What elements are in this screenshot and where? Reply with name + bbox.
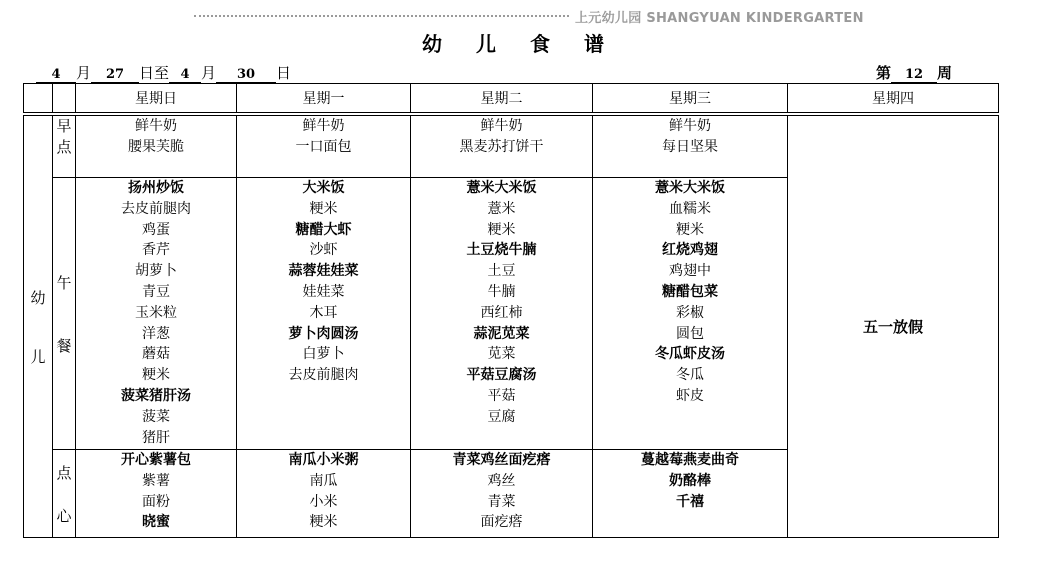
ingredient: 薏米 xyxy=(487,200,516,217)
start-month: 4 xyxy=(36,67,76,84)
ingredient: 粳米 xyxy=(487,221,516,238)
ingredient: 鸡翅中 xyxy=(669,263,711,280)
ingredient: 平菇 xyxy=(487,387,516,404)
weekday-header: 星期三 xyxy=(593,84,788,113)
weekday-header-row xyxy=(24,84,999,113)
ingredient: 鸡蛋 xyxy=(142,221,170,238)
dotted-divider xyxy=(194,15,569,17)
menu-cell xyxy=(76,178,237,450)
dish-name: 薏米大米饭 xyxy=(655,180,725,196)
meal-label-char: 早 xyxy=(56,117,72,135)
dish-name: 扬州炒饭 xyxy=(128,180,184,196)
menu-cell xyxy=(411,178,593,450)
ingredient: 沙虾 xyxy=(309,242,338,259)
menu-cell xyxy=(237,178,411,450)
menu-cell xyxy=(237,450,411,538)
end-month: 4 xyxy=(169,67,201,84)
ingredient: 苋菜 xyxy=(487,346,516,363)
ingredient: 一口面包 xyxy=(295,138,352,155)
ingredient: 虾皮 xyxy=(676,387,704,404)
group-label-char: 幼 xyxy=(30,288,46,307)
ingredient: 牛腩 xyxy=(487,283,516,300)
menu-cell xyxy=(411,450,593,538)
ingredient: 娃娃菜 xyxy=(302,283,345,300)
ingredient: 玉米粒 xyxy=(135,304,177,321)
group-label-char: 儿 xyxy=(30,347,46,366)
ingredient: 白萝卜 xyxy=(302,346,345,363)
dish-name: 萝卜肉圆汤 xyxy=(288,325,359,342)
weekday-header: 星期一 xyxy=(237,84,411,113)
dish-name: 开心紫薯包 xyxy=(121,452,191,468)
menu-cell xyxy=(411,116,593,178)
weekday-header: 星期四 xyxy=(788,84,999,113)
dish-name: 大米饭 xyxy=(302,180,345,196)
meal-label xyxy=(53,178,76,450)
dish-name: 蔓越莓燕麦曲奇 xyxy=(641,452,739,468)
week-value: 12 xyxy=(891,67,937,84)
meal-label-char: 点 xyxy=(56,137,72,156)
dish-name: 蒜蓉娃娃菜 xyxy=(288,263,359,280)
dish-name: 南瓜小米粥 xyxy=(288,452,359,468)
week-suffix: 周 xyxy=(937,64,953,82)
meal-label-char: 午 xyxy=(56,273,72,292)
meal-label-char: 点 xyxy=(56,463,72,482)
kindergarten-brand: 上元幼儿园 SHANGYUAN KINDERGARTEN xyxy=(575,11,864,26)
ingredient: 鲜牛奶 xyxy=(135,118,177,134)
dish-name: 蒜泥苋菜 xyxy=(473,325,530,342)
weekday-header: 星期日 xyxy=(76,84,237,113)
dish-name: 晓蜜 xyxy=(142,514,170,531)
dish-name: 红烧鸡翅 xyxy=(662,242,718,259)
ingredient: 腰果芙脆 xyxy=(128,138,184,155)
start-day: 27 xyxy=(91,67,139,84)
menu-cell xyxy=(76,450,237,538)
ingredient: 南瓜 xyxy=(309,472,338,489)
ingredient: 鲜牛奶 xyxy=(480,118,523,134)
ingredient: 洋葱 xyxy=(142,325,170,342)
ingredient: 粳米 xyxy=(676,221,704,238)
meal-label-char: 心 xyxy=(56,506,72,525)
ingredient: 猪肝 xyxy=(142,429,170,446)
ingredient: 小米 xyxy=(309,493,338,510)
dish-name: 糖醋大虾 xyxy=(295,221,352,238)
menu-cell xyxy=(593,178,788,450)
menu-cell xyxy=(593,116,788,178)
meal-label xyxy=(53,450,76,538)
ingredient: 黑麦苏打饼干 xyxy=(459,138,544,155)
breakfast-row xyxy=(24,116,999,178)
dish-name: 菠菜猪肝汤 xyxy=(121,387,191,404)
month-label: 月 xyxy=(76,64,92,82)
header-blank xyxy=(24,84,53,113)
dish-name: 青菜鸡丝面疙瘩 xyxy=(452,452,551,468)
dish-name: 土豆烧牛腩 xyxy=(466,242,537,259)
date-range xyxy=(36,62,291,84)
ingredient: 去皮前腿肉 xyxy=(288,367,359,384)
ingredient: 紫薯 xyxy=(142,472,170,489)
menu-table xyxy=(23,83,999,538)
dish-name: 薏米大米饭 xyxy=(466,180,537,196)
week-number xyxy=(876,62,952,84)
ingredient: 去皮前腿肉 xyxy=(121,200,191,217)
dish-name: 冬瓜虾皮汤 xyxy=(655,346,725,363)
menu-cell xyxy=(593,450,788,538)
dish-name: 奶酪棒 xyxy=(669,472,711,489)
ingredient: 血糯米 xyxy=(669,200,711,217)
ingredient: 面粉 xyxy=(142,493,170,510)
ingredient: 青菜 xyxy=(487,493,516,510)
ingredient: 粳米 xyxy=(309,514,338,531)
ingredient: 冬瓜 xyxy=(676,367,704,384)
month-label-2: 月 xyxy=(201,64,217,82)
ingredient: 每日坚果 xyxy=(662,138,718,155)
ingredient: 鸡丝 xyxy=(487,472,516,489)
dish-name: 千禧 xyxy=(676,493,704,510)
ingredient: 彩椒 xyxy=(676,304,704,321)
ingredient: 蘑菇 xyxy=(142,346,170,363)
page-title: 幼儿食谱 xyxy=(422,32,638,56)
ingredient: 粳米 xyxy=(309,200,338,217)
ingredient: 鲜牛奶 xyxy=(669,118,711,134)
ingredient: 香芹 xyxy=(142,242,170,259)
menu-cell xyxy=(237,116,411,178)
holiday-cell: 五一放假 xyxy=(788,116,999,538)
dish-name: 糖醋包菜 xyxy=(662,283,718,300)
ingredient: 豆腐 xyxy=(487,408,516,425)
ingredient: 鲜牛奶 xyxy=(302,118,345,134)
ingredient: 西红柿 xyxy=(480,304,523,321)
group-label xyxy=(24,116,53,538)
ingredient: 木耳 xyxy=(309,304,338,321)
end-day: 30 xyxy=(216,67,276,84)
ingredient: 胡萝卜 xyxy=(135,263,177,280)
header-blank xyxy=(53,84,76,113)
ingredient: 青豆 xyxy=(142,283,170,300)
week-prefix: 第 xyxy=(876,64,892,82)
header-banner xyxy=(190,6,864,26)
meal-label xyxy=(53,116,76,178)
meal-label-char: 餐 xyxy=(56,336,72,355)
ingredient: 土豆 xyxy=(487,263,516,280)
dish-name: 平菇豆腐汤 xyxy=(466,367,537,384)
menu-cell xyxy=(76,116,237,178)
ingredient: 面疙瘩 xyxy=(480,514,523,531)
weekday-header: 星期二 xyxy=(411,84,593,113)
day-to-label: 日至 xyxy=(139,64,170,82)
ingredient: 菠菜 xyxy=(142,408,170,425)
ingredient: 圆包 xyxy=(676,325,704,342)
day-label: 日 xyxy=(276,64,292,82)
ingredient: 粳米 xyxy=(142,367,170,384)
